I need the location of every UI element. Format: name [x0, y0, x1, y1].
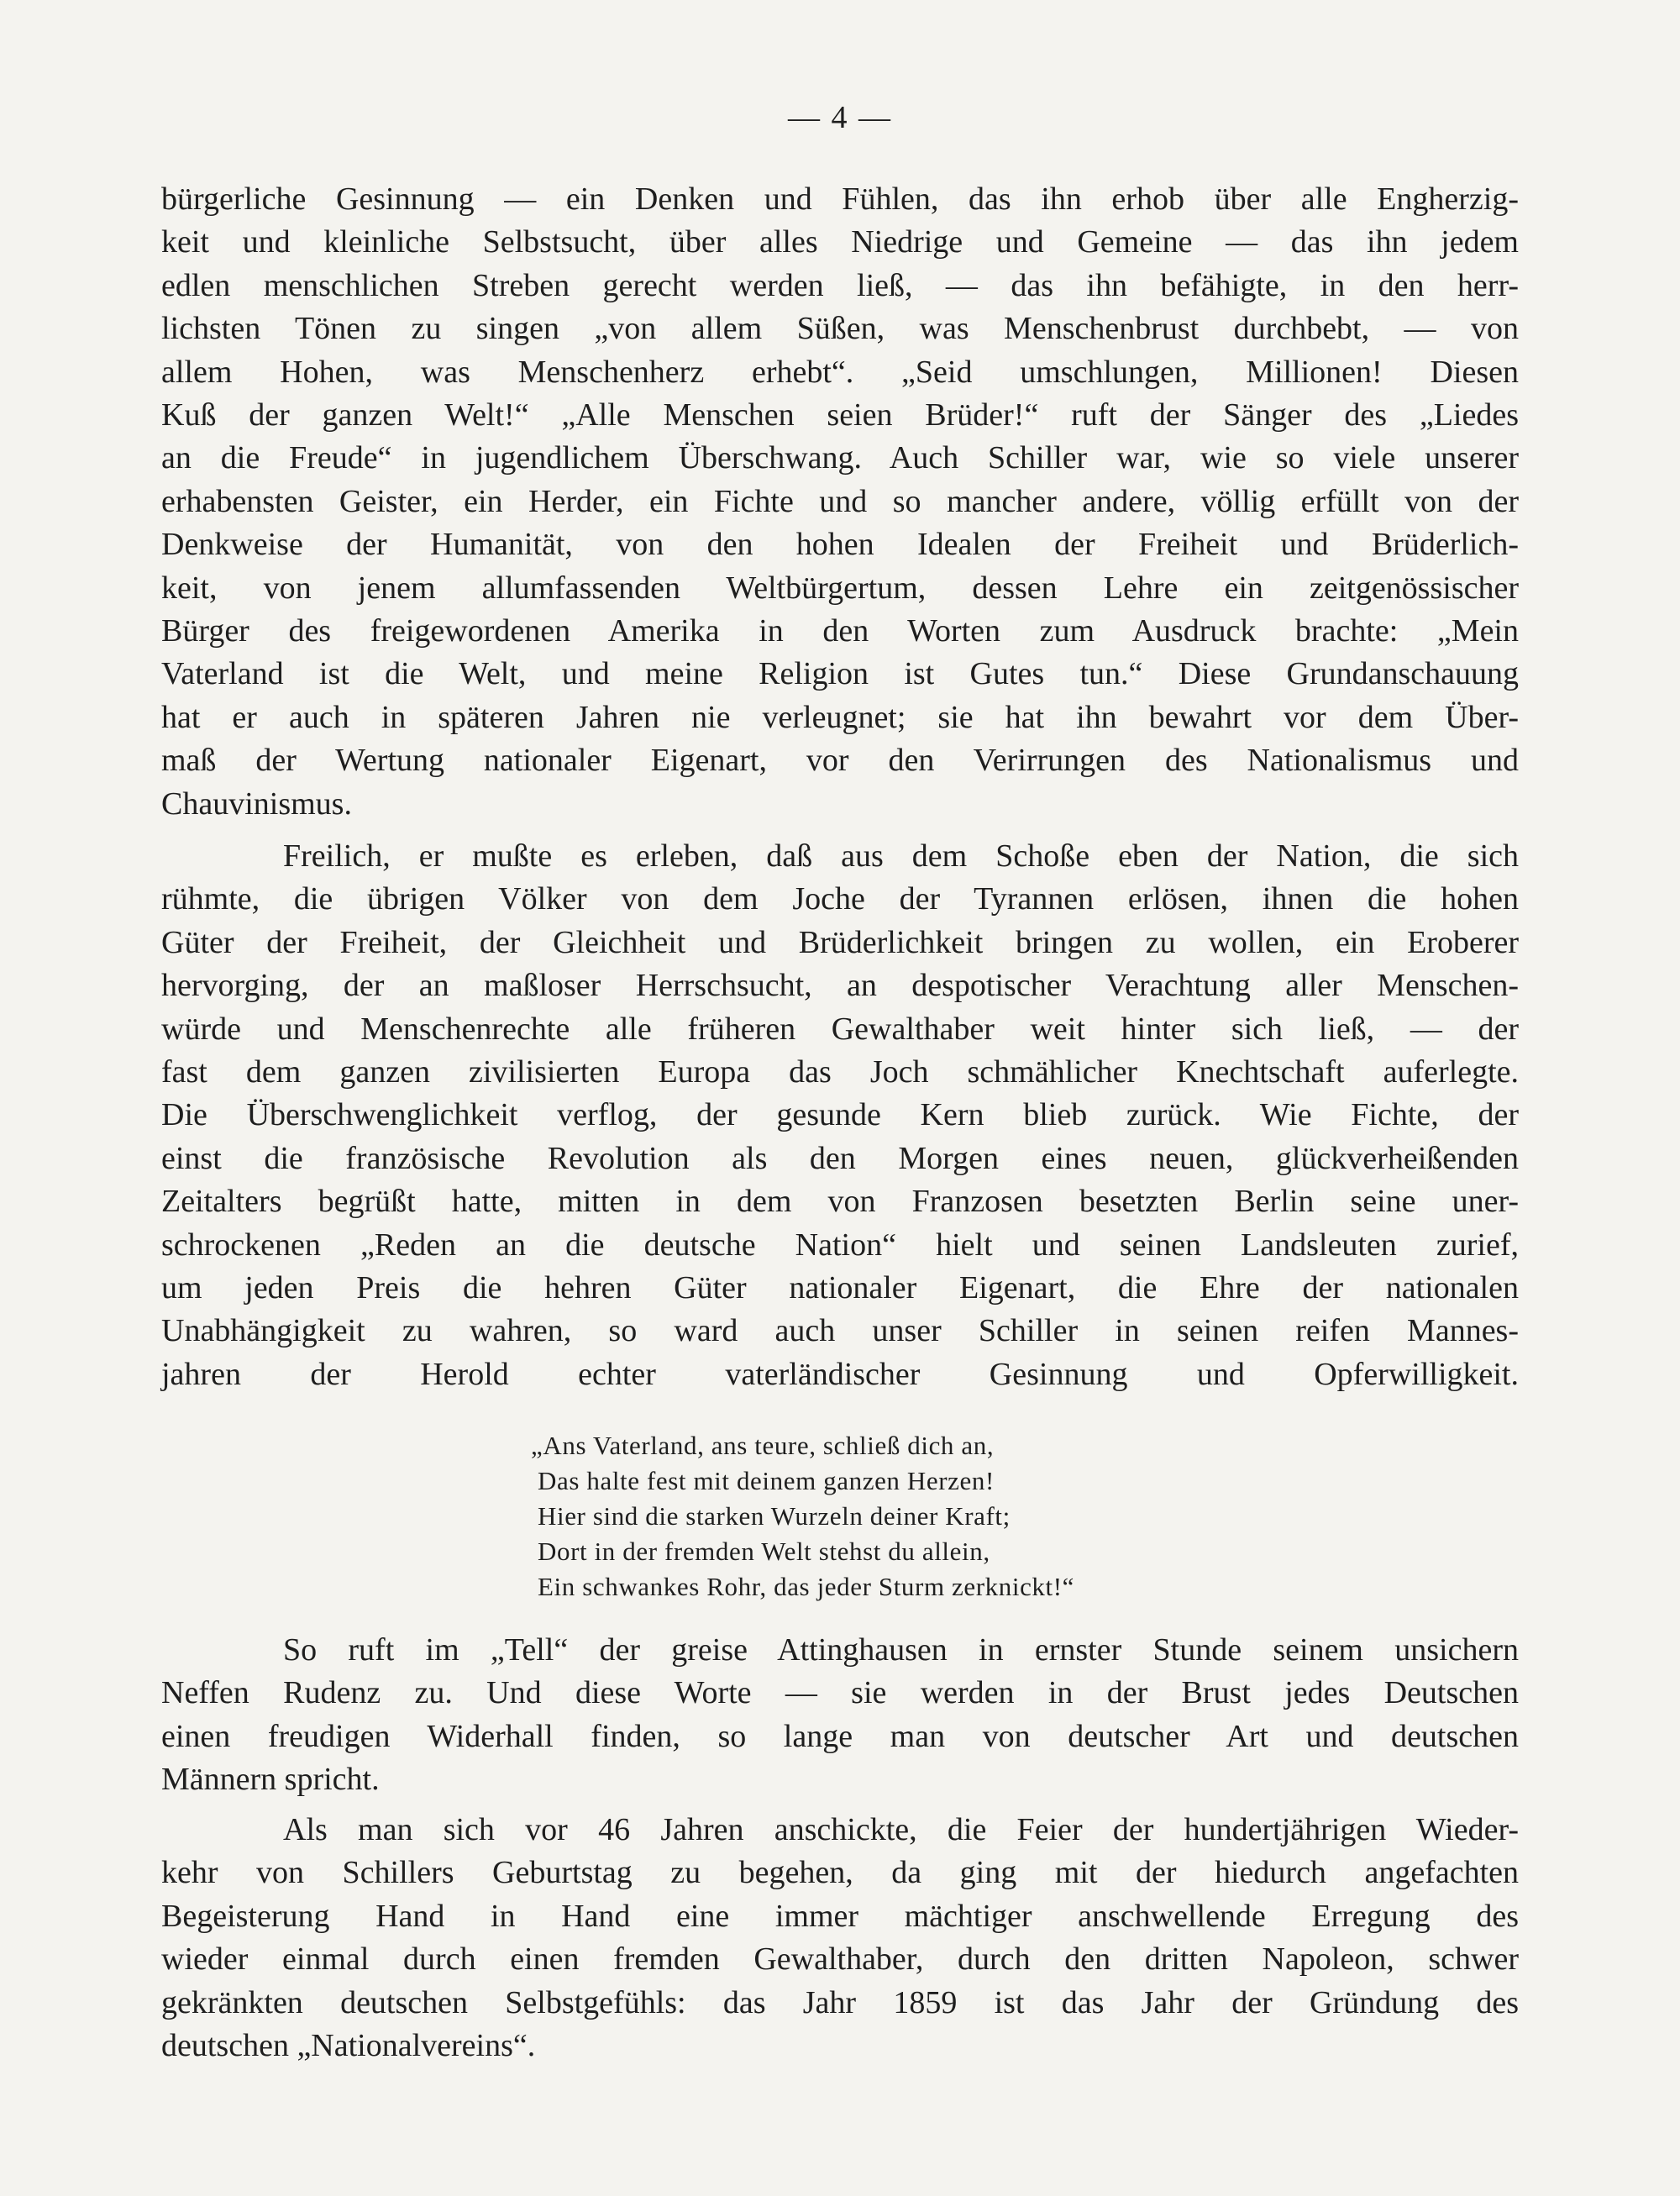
paragraph-3	[161, 1629, 1519, 1802]
text-line: würde und Menschenrechte alle früheren Gewalthaber weit hinter sich ließ, — der	[161, 1011, 1519, 1047]
text-line: Zeitalters begrüßt hatte, mitten in dem von Franzosen besetzten Berlin seine uner-	[161, 1184, 1519, 1220]
text-line: hervorging, der an maßloser Herrschsucht, an despotischer Verachtung aller Menschen-	[161, 968, 1519, 1004]
text-line: keit und kleinliche Selbstsucht, über alles Niedrige und Gemeine — das ihn jedem	[161, 224, 1519, 260]
text-line: So ruft im „Tell“ der greise Attinghausen in ernster Stunde seinem unsichern	[283, 1632, 1519, 1668]
text-line: fast dem ganzen zivilisierten Europa das Joch schmählicher Knechtschaft auferlegte.	[161, 1054, 1519, 1090]
text-line: Güter der Freiheit, der Gleichheit und Brüderlichkeit bringen zu wollen, ein Eroberer	[161, 924, 1519, 960]
text-line: Unabhängigkeit zu wahren, so ward auch unser Schiller in seinen reifen Mannes-	[161, 1313, 1519, 1349]
text-line: edlen menschlichen Streben gerecht werden ließ, — das ihn befähigte, in den herr-	[161, 267, 1519, 303]
page-number: — 4 —	[788, 100, 892, 135]
text-line: gekränkten deutschen Selbstgefühls: das Jahr 1859 ist das Jahr der Gründung des	[161, 1984, 1519, 2020]
text-line: Freilich, er mußte es erleben, daß aus dem Schoße eben der Nation, die sich	[283, 838, 1519, 874]
paragraph-1	[161, 178, 1519, 826]
text-line: schrockenen „Reden an die deutsche Nation“ hielt und seinen Landsleuten zurief,	[161, 1227, 1519, 1263]
text-line: einen freudigen Widerhall finden, so lange man von deutscher Art und deutschen	[161, 1718, 1519, 1754]
text-line: Vaterland ist die Welt, und meine Religion ist Gutes tun.“ Diese Grundanschauung	[161, 656, 1519, 692]
text-line: jahren der Herold echter vaterländischer Gesinnung und Opferwilligkeit.	[161, 1356, 1519, 1392]
poem-line: Hier sind die starken Wurzeln deiner Kraft;	[538, 1501, 1011, 1531]
text-line: wieder einmal durch einen fremden Gewalthaber, durch den dritten Napoleon, schwer	[161, 1941, 1519, 1978]
text-line: um jeden Preis die hehren Güter nationaler Eigenart, die Ehre der nationalen	[161, 1270, 1519, 1306]
text-line: allem Hohen, was Menschenherz erhebt“. „Seid umschlungen, Millionen! Diesen	[161, 354, 1519, 390]
text-line: keit, von jenem allumfassenden Weltbürgertum, dessen Lehre ein zeitgenössischer	[161, 570, 1519, 606]
text-line: Als man sich vor 46 Jahren anschickte, die Feier der hundertjährigen Wieder-	[283, 1812, 1519, 1847]
poem-line: Das halte fest mit deinem ganzen Herzen!	[538, 1466, 995, 1495]
text-line: rühmte, die übrigen Völker von dem Joche der Tyrannen erlösen, ihnen die hohen	[161, 881, 1519, 917]
text-line: erhabensten Geister, ein Herder, ein Fichte und so mancher andere, völlig erfüllt von der	[161, 483, 1519, 519]
text-line: an die Freude“ in jugendlichem Überschwang. Auch Schiller war, wie so viele unserer	[161, 440, 1519, 476]
text-line: deutschen „Nationalvereins“.	[161, 2028, 536, 2064]
text-line: Denkweise der Humanität, von den hohen Idealen der Freiheit und Brüderlich-	[161, 527, 1519, 563]
text-line: Männern spricht.	[161, 1762, 380, 1798]
paragraph-2	[161, 835, 1519, 1396]
poem-line: „Ans Vaterland, ans teure, schließ dich an,	[531, 1431, 995, 1460]
text-line: bürgerliche Gesinnung — ein Denken und Fühlen, das ihn erhob über alle Engherzig-	[161, 181, 1519, 217]
text-line: Kuß der ganzen Welt!“ „Alle Menschen seien Brüder!“ ruft der Sänger des „Liedes	[161, 397, 1519, 433]
text-line: Die Überschwenglichkeit verflog, der gesunde Kern blieb zurück. Wie Fichte, der	[161, 1097, 1519, 1133]
text-line: kehr von Schillers Geburtstag zu begehen, da ging mit der hiedurch angefachten	[161, 1855, 1519, 1891]
text-line: lichsten Tönen zu singen „von allem Süßen, was Menschenbrust durchbebt, — von	[161, 311, 1519, 347]
poem-line: Ein schwankes Rohr, das jeder Sturm zerknickt!“	[538, 1572, 1075, 1601]
poem-quotation	[531, 1428, 1075, 1605]
paragraph-4	[161, 1809, 1519, 2067]
text-line: Chauvinismus.	[161, 785, 352, 822]
text-line: maß der Wertung nationaler Eigenart, vor den Verirrungen des Nationalismus und	[161, 743, 1519, 779]
text-line: Begeisterung Hand in Hand eine immer mächtiger anschwellende Erregung des	[161, 1898, 1519, 1934]
poem-line: Dort in der fremden Welt stehst du allein,	[538, 1537, 990, 1566]
text-line: einst die französische Revolution als den Morgen eines neuen, glückverheißenden	[161, 1140, 1519, 1176]
text-line: hat er auch in späteren Jahren nie verleugnet; sie hat ihn bewahrt vor dem Über-	[161, 699, 1519, 735]
text-line: Neffen Rudenz zu. Und diese Worte — sie werden in der Brust jedes Deutschen	[161, 1675, 1519, 1711]
text-line: Bürger des freigewordenen Amerika in den Worten zum Ausdruck brachte: „Mein	[161, 613, 1519, 649]
